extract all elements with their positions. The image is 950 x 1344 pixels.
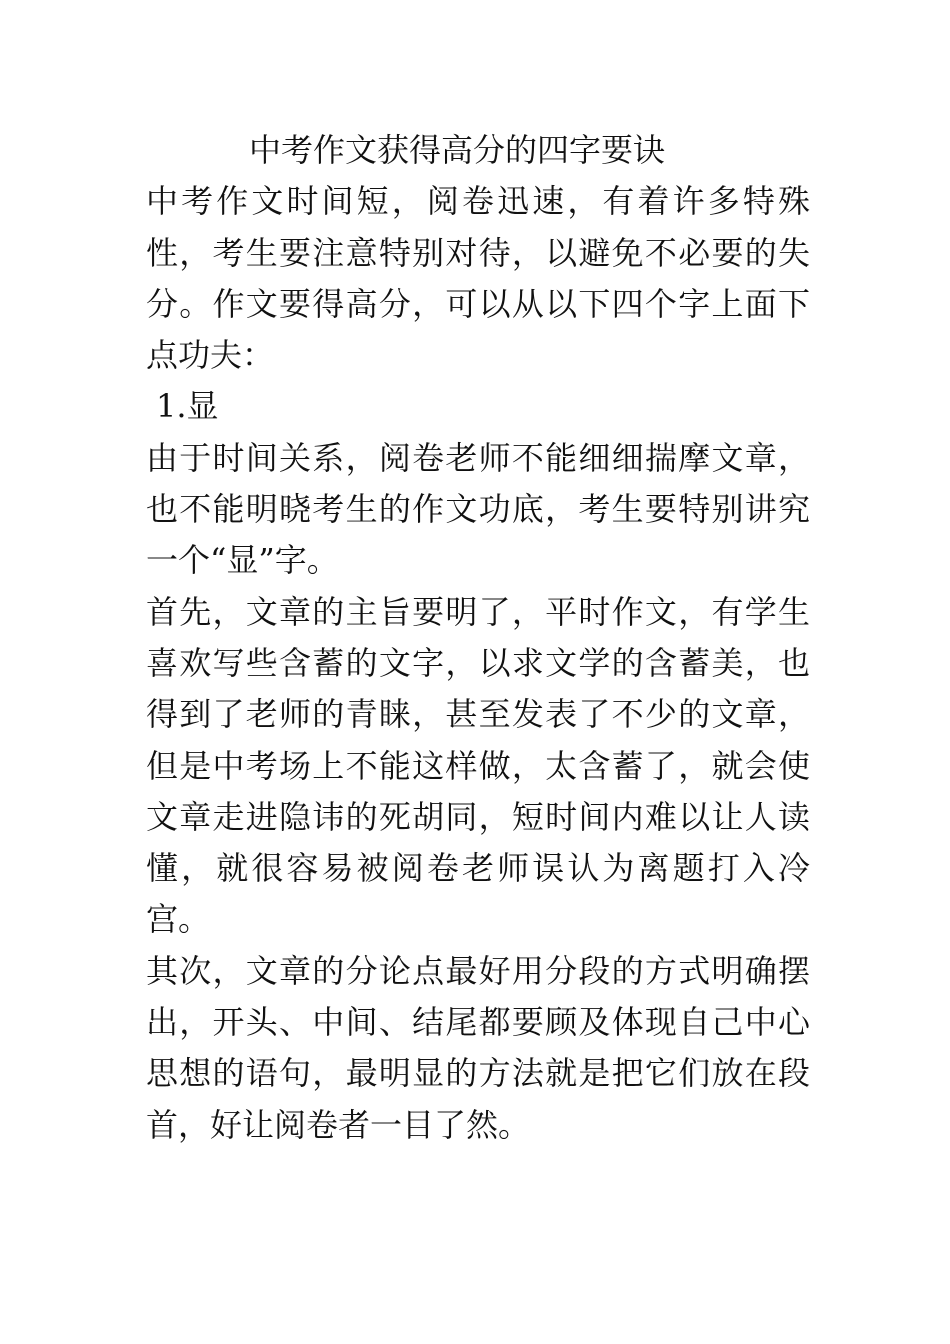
paragraph-3: 其次，文章的分论点最好用分段的方式明确摆出，开头、中间、结尾都要顾及体现自己中心思想的语句，最明显的方法就是把它们放在段首，好让阅卷者一目了然。 [146,951,810,1144]
section-heading: 1.显 [156,387,219,426]
paragraph-2: 首先，文章的主旨要明了，平时作文，有学生喜欢写些含蓄的文字，以求文学的含蓄美，也得到了老师的青睐，甚至发表了不少的文章，但是中考场上不能这样做，太含蓄了，就会使文章走进隐讳的死胡同，短时间内难以让人读懂，就很容易被阅卷老师误认为离题打入冷宫。 [146,592,810,939]
document-title: 中考作文获得高分的四字要诀 [249,131,666,169]
document-body [146,125,810,1151]
paragraph-1: 由于时间关系，阅卷老师不能细细揣摩文章，也不能明晓考生的作文功底，考生要特别讲究一个“显”字。 [146,438,810,580]
intro-paragraph: 中考作文时间短，阅卷迅速，有着许多特殊性，考生要注意特别对待，以避免不必要的失分。作文要得高分，可以从以下四个字上面下点功夫： [146,182,810,375]
